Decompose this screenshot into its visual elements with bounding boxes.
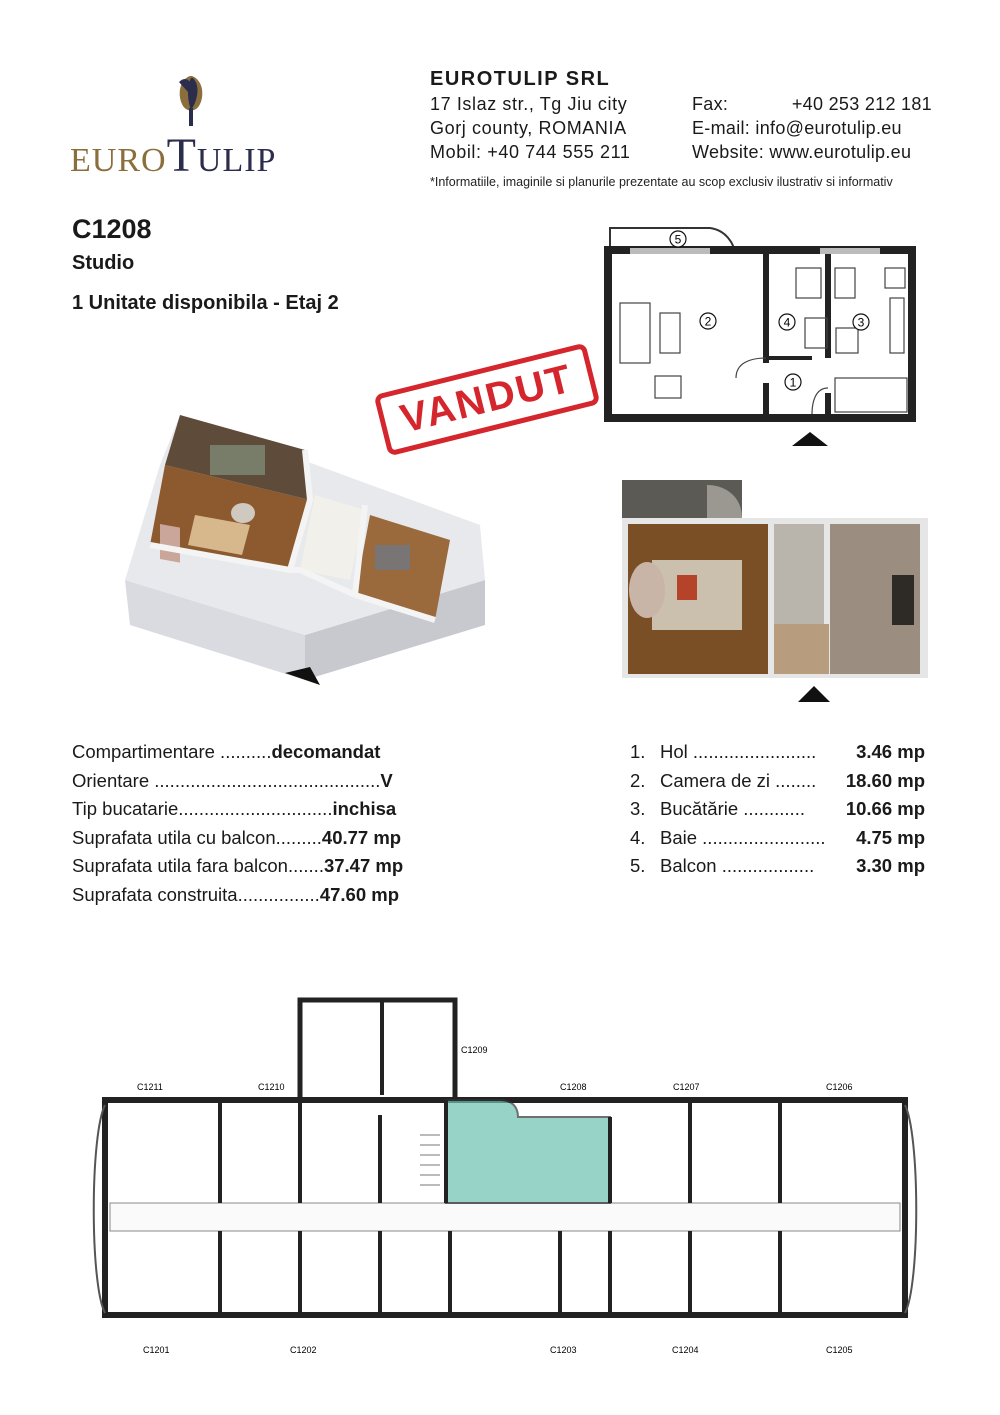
company-name: EUROTULIP SRL <box>430 68 611 90</box>
room-row <box>630 738 925 767</box>
room-num: 1. <box>630 741 646 762</box>
room-marker <box>779 314 795 330</box>
logo-initial: T <box>166 129 197 182</box>
spec-label: Compartimentare <box>72 741 215 762</box>
spec-dots: .............................. <box>178 798 333 820</box>
unit-label: C1210 <box>258 1082 285 1092</box>
mobile-number: Mobil: +40 744 555 211 <box>430 142 631 162</box>
address-line: 17 Islaz str., Tg Jiu city <box>430 94 628 114</box>
spec-value: inchisa <box>332 798 397 820</box>
fax-label: Fax: <box>692 94 729 114</box>
spec-value: 37.47 mp <box>323 855 404 877</box>
spec-row <box>72 738 403 767</box>
room-marker <box>670 231 686 247</box>
logo-part2: ULIP <box>196 142 277 179</box>
room-label: Baie ........................ <box>660 826 826 848</box>
room-area: 18.60 mp <box>845 769 925 791</box>
spec-label: Tip bucatarie <box>72 798 179 820</box>
unit-label: C1205 <box>826 1345 853 1355</box>
spec-row <box>72 767 403 796</box>
room-row <box>630 824 925 853</box>
spec-dots: ............................................ <box>154 769 381 791</box>
room-row <box>630 795 925 824</box>
room-area: 3.30 mp <box>856 855 925 877</box>
spec-value: 47.60 mp <box>319 883 400 905</box>
room-area: 3.46 mp <box>856 741 925 762</box>
sold-stamp: VANDUT <box>374 343 600 457</box>
website[interactable]: Website: www.eurotulip.eu <box>692 142 912 162</box>
spec-label: Orientare <box>72 769 155 791</box>
room-row <box>630 767 925 796</box>
room-label: Balcon .................. <box>660 855 815 877</box>
spec-label: Suprafata utila cu balcon <box>72 826 276 848</box>
unit-label: C1209 <box>461 1045 488 1055</box>
unit-label: C1202 <box>290 1345 317 1355</box>
room-label: Hol ........................ <box>660 741 817 762</box>
room-number: 3 <box>857 315 865 330</box>
spec-value: 40.77 mp <box>321 826 402 848</box>
company-contact <box>692 92 932 164</box>
room-number: 5 <box>674 232 682 247</box>
spec-row <box>72 852 403 881</box>
room-area: 10.66 mp <box>845 798 925 820</box>
room-number: 4 <box>783 315 791 330</box>
room-label: Bucătărie ............ <box>660 798 805 820</box>
unit-floor-plan <box>600 218 930 453</box>
room-num: 4. <box>630 826 646 848</box>
unit-label: C1201 <box>143 1345 170 1355</box>
unit-specs <box>72 738 403 910</box>
room-label: Camera de zi ........ <box>660 769 817 791</box>
spec-dots: ................ <box>237 883 320 905</box>
entrance-arrow-icon <box>792 432 828 446</box>
room-number: 2 <box>704 314 712 329</box>
company-address <box>430 92 631 164</box>
unit-label: C1208 <box>560 1082 587 1092</box>
spec-dots: .......... <box>214 741 272 762</box>
room-number: 1 <box>789 375 797 390</box>
apartment-3d-render <box>120 405 490 690</box>
spec-row <box>72 881 403 910</box>
spec-dots: ....... <box>287 855 324 877</box>
disclaimer: *Informatiile, imaginile si planurile prezentate au scop exclusiv ilustrativ si informativ <box>430 175 893 189</box>
room-marker <box>853 314 869 330</box>
logo-part1: EURO <box>70 142 167 179</box>
availability: 1 Unitate disponibila - Etaj 2 <box>72 292 339 314</box>
email[interactable]: E-mail: info@eurotulip.eu <box>692 118 902 138</box>
room-area: 4.75 mp <box>856 826 925 848</box>
address-line: Gorj county, ROMANIA <box>430 118 627 138</box>
unit-label: C1204 <box>672 1345 699 1355</box>
room-row <box>630 852 925 881</box>
unit-label: C1207 <box>673 1082 700 1092</box>
unit-label: C1211 <box>137 1082 163 1092</box>
room-num: 3. <box>630 798 646 820</box>
spec-row <box>72 795 403 824</box>
fax-number: +40 253 212 181 <box>791 94 932 114</box>
spec-row <box>72 824 403 853</box>
spec-value: decomandat <box>271 741 381 762</box>
room-num: 5. <box>630 855 646 877</box>
spec-label: Suprafata construita <box>72 883 238 905</box>
logo-wordmark <box>70 128 276 183</box>
room-num: 2. <box>630 769 646 791</box>
spec-label: Suprafata utila fara balcon <box>72 855 288 877</box>
unit-type: Studio <box>72 252 135 274</box>
floor-overview-plan <box>90 995 920 1360</box>
unit-label: C1206 <box>826 1082 853 1092</box>
room-marker <box>700 313 716 329</box>
unit-label: C1203 <box>550 1345 577 1355</box>
unit-code: C1208 <box>72 214 152 244</box>
room-marker <box>785 374 801 390</box>
spec-value: V <box>380 769 393 791</box>
apartment-top-render <box>622 480 932 705</box>
room-list <box>630 738 925 881</box>
spec-dots: ......... <box>275 826 322 848</box>
